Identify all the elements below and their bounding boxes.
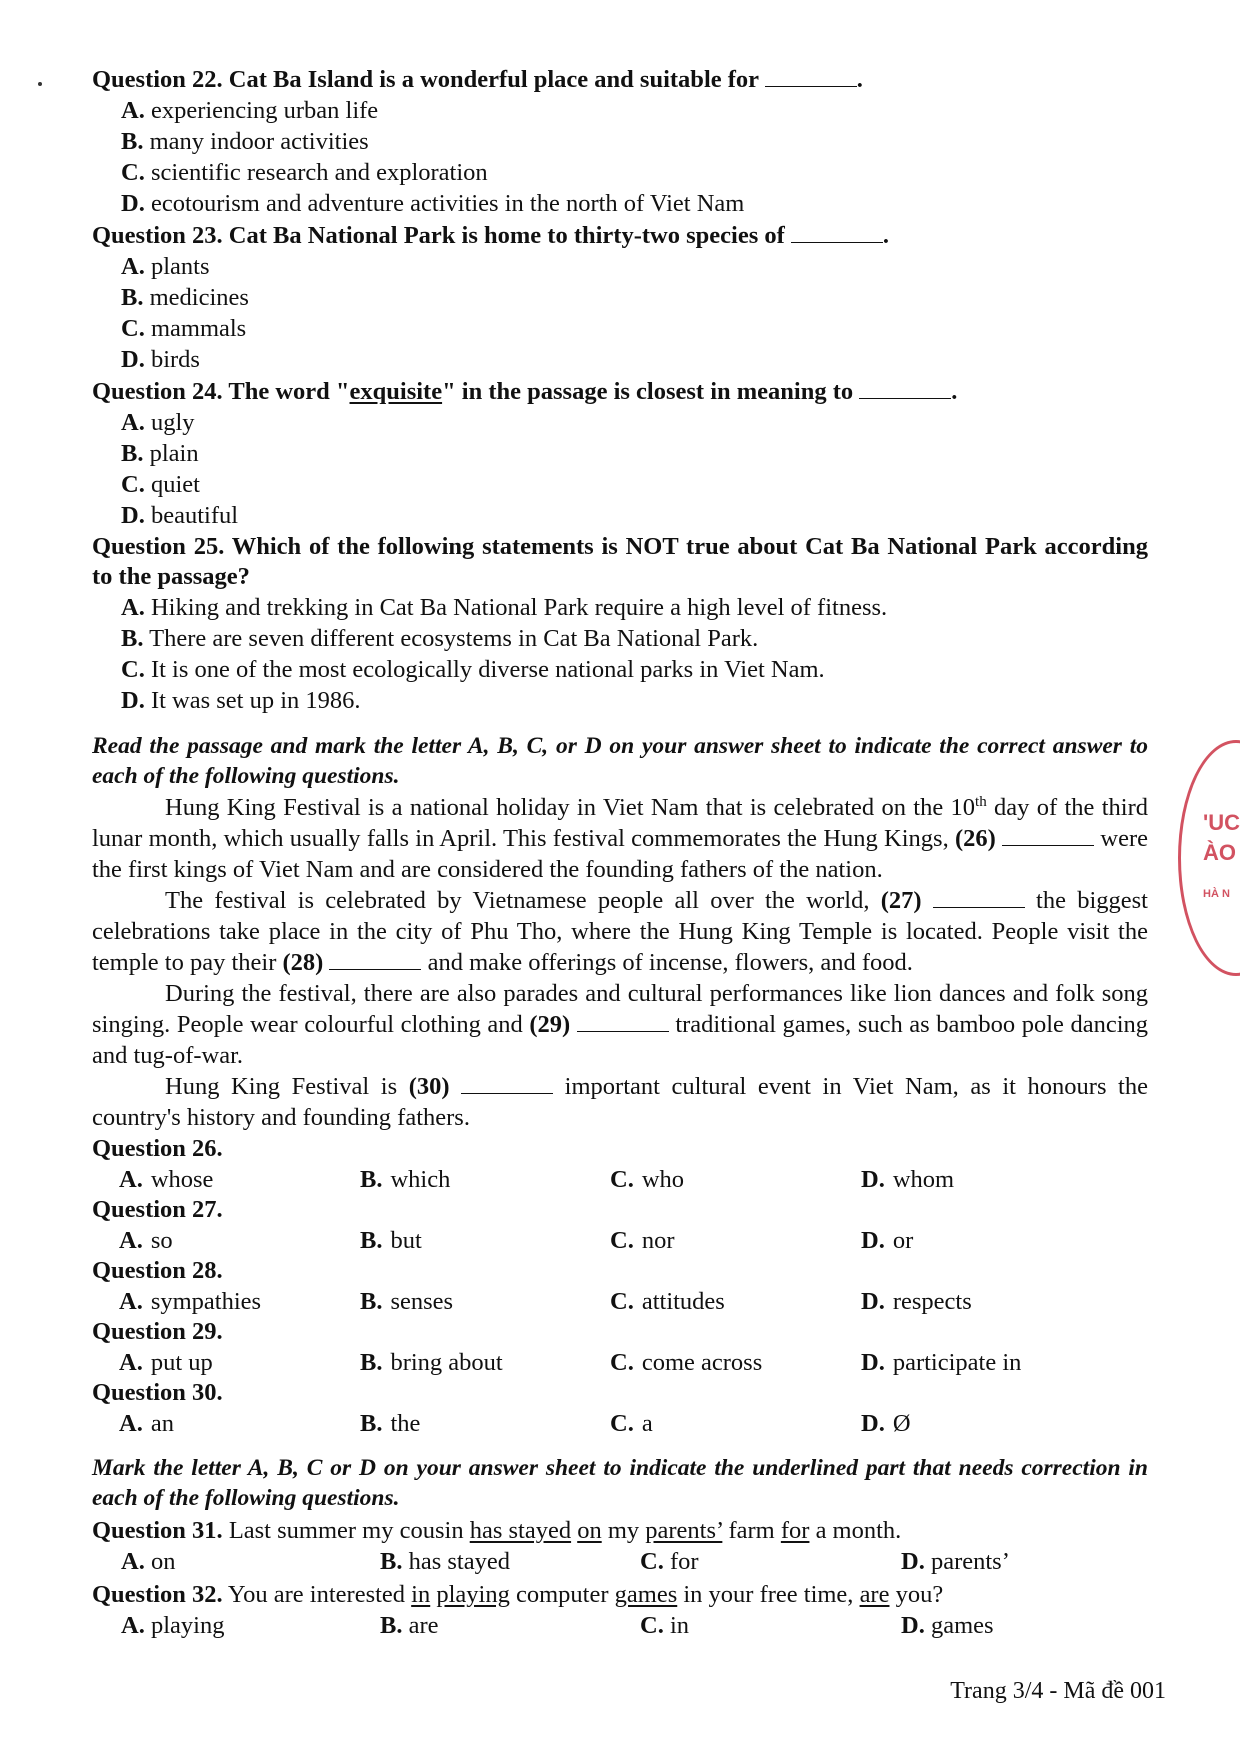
- option-a: A. on: [121, 1548, 176, 1575]
- option-b: B. which: [360, 1166, 451, 1193]
- question-23-stem: Question 23. Cat Ba National Park is home to thirty-two species of: [92, 222, 785, 249]
- option-c: C. in: [640, 1612, 690, 1639]
- exam-page: [92, 64, 1148, 1641]
- question-26-label: Question 26.: [92, 1135, 223, 1162]
- option-b: B. has stayed: [380, 1548, 510, 1575]
- answer-blank: [461, 1073, 553, 1094]
- option-a: A. ugly: [121, 409, 195, 436]
- option-d: D. beautiful: [121, 502, 239, 529]
- option-d: D. ecotourism and adventure activities in the north of Viet Nam: [121, 190, 745, 217]
- option-b: B. medicines: [121, 284, 249, 311]
- option-d: D. respects: [861, 1288, 972, 1315]
- option-b: B. senses: [360, 1288, 454, 1315]
- option-a: A. so: [119, 1227, 173, 1254]
- question-25-stem: Question 25. Which of the following statements is NOT true about Cat Ba National Park according to the passage?: [92, 533, 1148, 590]
- option-d: D. Ø: [861, 1410, 911, 1437]
- option-a: A. Hiking and trekking in Cat Ba National Park require a high level of fitness.: [121, 594, 888, 621]
- option-a: A. playing: [121, 1612, 225, 1639]
- passage-paragraph: Hung King Festival is a national holiday in Viet Nam that is celebrated on the 10th day of the third lunar month, which usually falls in April. This festival commemorates the Hung Kings, (26) were the first kings of Viet Nam and are considered the founding fathers of the nation.: [92, 793, 1148, 883]
- blank-number: (29): [529, 1011, 571, 1038]
- option-c: C. quiet: [121, 471, 200, 498]
- option-c: C. who: [610, 1166, 685, 1193]
- option-d: D. games: [901, 1612, 994, 1639]
- option-a: A. plants: [121, 253, 210, 280]
- option-b: B. plain: [121, 440, 199, 467]
- option-c: C. It is one of the most ecologically diverse national parks in Viet Nam.: [121, 656, 825, 683]
- question-32-options: [92, 1610, 1148, 1641]
- question-28-options: [92, 1286, 1148, 1317]
- option-a: A. sympathies: [119, 1288, 262, 1315]
- option-c: C. come across: [610, 1349, 763, 1376]
- option-c: C. mammals: [121, 315, 247, 342]
- section-instruction: Read the passage and mark the letter A, B, C, or D on your answer sheet to indicate the correct answer to each of the following questions.: [92, 733, 1148, 789]
- option-c: C. for: [640, 1548, 699, 1575]
- question-25: [92, 532, 1148, 716]
- question-26-options: [92, 1164, 1148, 1195]
- answer-blank: [329, 949, 421, 970]
- answer-blank: [791, 222, 883, 243]
- option-d: D. participate in: [861, 1349, 1022, 1376]
- option-d: D. whom: [861, 1166, 955, 1193]
- option-c: C. scientific research and exploration: [121, 159, 488, 186]
- answer-blank: [1002, 825, 1094, 846]
- answer-blank: [577, 1011, 669, 1032]
- option-a: A. whose: [119, 1166, 214, 1193]
- question-31: Question 31. Last summer my cousin has stayed on my parents’ farm for a month.: [92, 1517, 902, 1544]
- option-c: C. nor: [610, 1227, 675, 1254]
- question-23: Question 23. Cat Ba National Park is home to thirty-two species of . A. plants B. medicines C. mammals D. birds: [92, 220, 1148, 375]
- answer-blank: [933, 887, 1025, 908]
- question-31-options: [92, 1546, 1148, 1577]
- question-29-options: [92, 1347, 1148, 1378]
- cloze-section: [92, 731, 1148, 1439]
- answer-blank: [765, 66, 857, 87]
- option-b: B. are: [380, 1612, 439, 1639]
- question-30-label: Question 30.: [92, 1379, 223, 1406]
- option-b: B. There are seven different ecosystems in Cat Ba National Park.: [121, 625, 759, 652]
- blank-number: (26): [955, 825, 996, 852]
- error-section: [92, 1453, 1148, 1641]
- option-a: A. an: [119, 1410, 174, 1437]
- question-30-options: [92, 1408, 1148, 1439]
- option-c: C. a: [610, 1410, 653, 1437]
- blank-number: (30): [408, 1073, 450, 1100]
- answer-blank: [859, 378, 951, 399]
- option-a: A. experiencing urban life: [121, 97, 379, 124]
- option-b: B. bring about: [360, 1349, 503, 1376]
- option-b: B. but: [360, 1227, 422, 1254]
- section-instruction: Mark the letter A, B, C or D on your answer sheet to indicate the underlined part that needs correction in each of the following questions.: [92, 1455, 1148, 1511]
- page-footer: Trang 3/4 - Mã đề 001: [950, 1678, 1166, 1704]
- question-22: Question 22. Cat Ba Island is a wonderful place and suitable for . A. experiencing urban life B. many indoor activities C. scientific research and exploration D. ecotourism and adventure activities in the north of Viet Nam: [92, 64, 1148, 219]
- question-27-options: [92, 1225, 1148, 1256]
- question-22-stem: Question 22. Cat Ba Island is a wonderful place and suitable for: [92, 66, 759, 93]
- blank-number: (27): [880, 887, 922, 914]
- option-d: D. or: [861, 1227, 914, 1254]
- passage-paragraph: Hung King Festival is (30) important cultural event in Viet Nam, as it honours the country's history and founding fathers.: [92, 1073, 1148, 1131]
- question-29-label: Question 29.: [92, 1318, 223, 1345]
- passage-paragraph: The festival is celebrated by Vietnamese people all over the world, (27) the biggest celebrations take place in the city of Phu Tho, where the Hung King Temple is located. People visit the temple to pay their (28) and make offerings of incense, flowers, and food.: [92, 887, 1148, 976]
- option-a: A. put up: [119, 1349, 213, 1376]
- scan-dot: [38, 82, 42, 86]
- option-b: B. many indoor activities: [121, 128, 369, 155]
- option-d: D. birds: [121, 346, 200, 373]
- option-d: D. It was set up in 1986.: [121, 687, 361, 714]
- option-c: C. attitudes: [610, 1288, 725, 1315]
- passage-paragraph: During the festival, there are also parades and cultural performances like lion dances and folk song singing. People wear colourful clothing and (29) traditional games, such as bamboo pole dancing and tug-of-war.: [92, 980, 1149, 1069]
- key-word: exquisite: [349, 378, 443, 405]
- blank-number: (28): [282, 949, 324, 976]
- question-27-label: Question 27.: [92, 1196, 223, 1223]
- question-24: Question 24. The word "exquisite" in the passage is closest in meaning to . A. ugly B. plain C. quiet D. beautiful: [92, 376, 1148, 531]
- official-stamp: 'UC ÀO HÀ N: [1178, 740, 1240, 976]
- question-32: Question 32. You are interested in playing computer games in your free time, are you?: [92, 1581, 944, 1608]
- option-d: D. parents’: [901, 1548, 1010, 1575]
- question-28-label: Question 28.: [92, 1257, 223, 1284]
- option-b: B. the: [360, 1410, 421, 1437]
